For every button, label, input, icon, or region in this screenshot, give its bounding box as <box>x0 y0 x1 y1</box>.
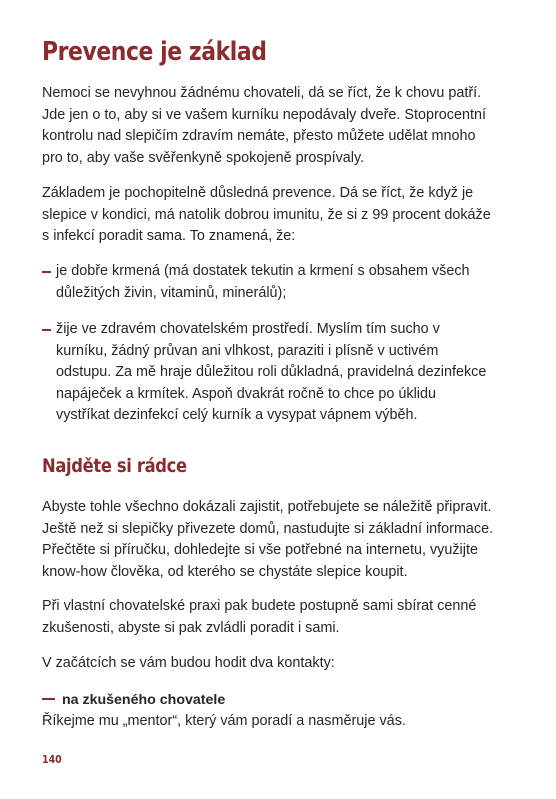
list-item-text: je dobře krmená (má dostatek tekutin a krmení s obsahem všech důležitých živin, vitaminů, minerálů); <box>56 263 470 301</box>
dash-bullet-icon <box>42 698 55 700</box>
list-item <box>42 319 494 427</box>
contact-subheading <box>42 690 225 710</box>
dash-bullet-icon <box>42 329 51 331</box>
page-number: 140 <box>42 753 62 766</box>
experience-paragraph: Při vlastní chovatelské praxi pak budete postupně sami sbírat cenné zkušenosti, abyste si pak zvládli poradit i sami. <box>42 598 477 636</box>
list-item <box>42 261 494 304</box>
contact-title: na zkušeného chovatele <box>62 692 226 708</box>
intro-paragraph: Nemoci se nevyhnou žádnému chovateli, dá se říct, že k chovu patří. Jde jen o to, aby si ve vašem kurníku nepodávaly dveře. Stoprocentní kontrolu nad slepičím zdravím nemáte, přesto můžete udělat mnoho pro to, aby vaše svěřenkyně spokojeně prospívaly. <box>42 85 486 166</box>
page-title: Prevence je základ <box>42 37 267 67</box>
section-heading: Najděte si rádce <box>42 455 187 477</box>
contact-description: Říkejme mu „mentor“, který vám poradí a nasměruje vás. <box>42 713 406 729</box>
dash-bullet-icon <box>42 271 51 273</box>
list-item-text: žije ve zdravém chovatelském prostředí. Myslím tím sucho v kurníku, žádný průvan ani vlhkost, paraziti i plísně v uctivém odstupu. Za mě hraje důležitou roli důkladná, pravidelná dezinfekce napáječek a krmítek. Aspoň dvakrát ročně to chce po úklidu vystříkat dezinfekcí celý kurník a vysypat vápnem výběh. <box>56 321 487 423</box>
prevention-paragraph: Základem je pochopitelně důsledná prevence. Dá se říct, že když je slepice v kondici, má natolik dobrou imunitu, že si z 99 procent dokáže s infekcí poradit sama. To znamená, že: <box>42 185 491 244</box>
book-page <box>42 0 492 799</box>
advisor-paragraph: Abyste tohle všechno dokázali zajistit, potřebujete se náležitě připravit. Ještě než si slepičky přivezete domů, nastudujte si základní informace. Přečtěte si příručku, dohledejte si vše potřebné na internetu, využijte know-how člověka, od kterého se chystáte slepice koupit. <box>42 499 494 580</box>
contacts-paragraph: V začátcích se vám budou hodit dva kontakty: <box>42 655 335 671</box>
